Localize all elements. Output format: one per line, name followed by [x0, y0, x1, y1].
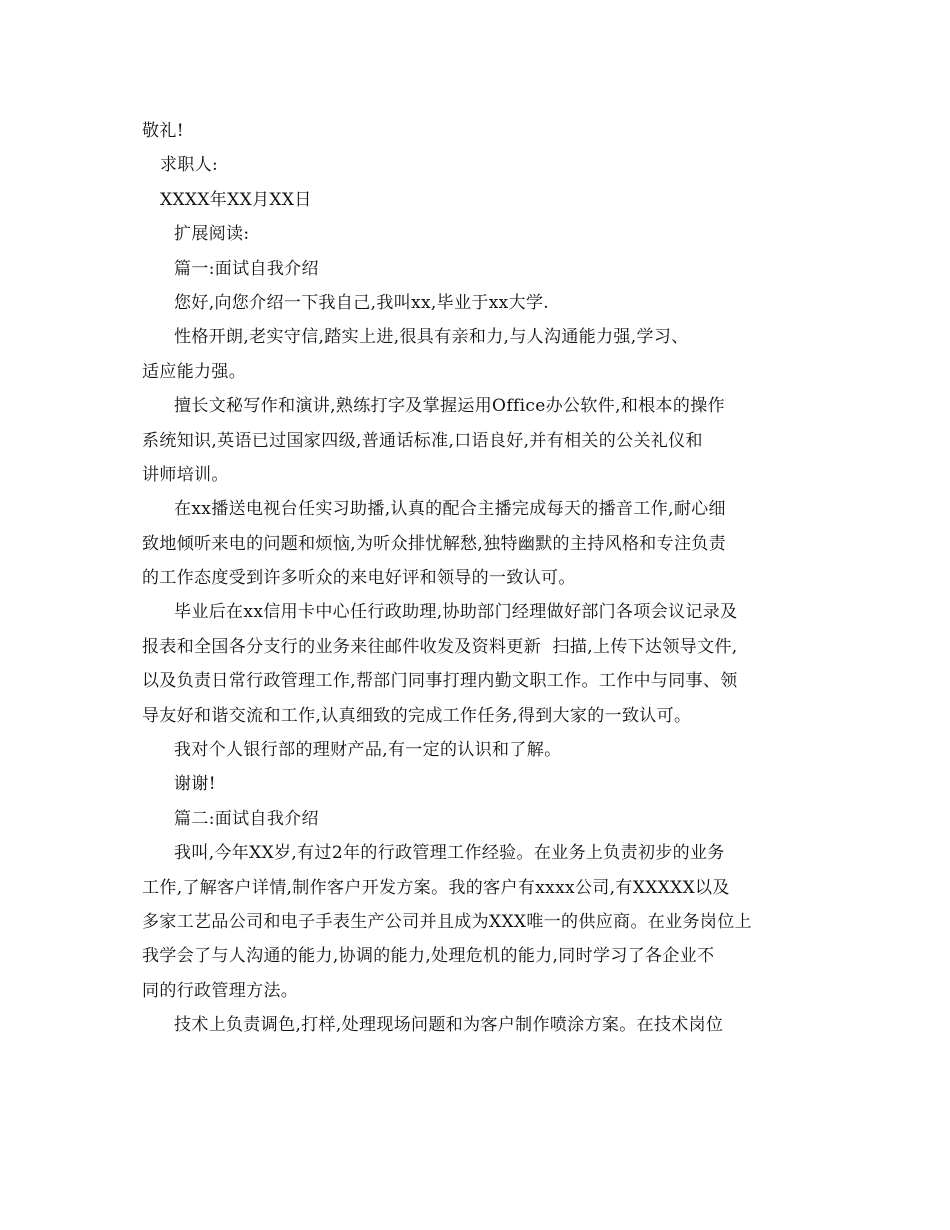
paragraph-line: 致地倾听来电的问题和烦恼,为听众排忧解愁,独特幽默的主持风格和专注负责	[142, 533, 727, 554]
paragraph-line: 的工作态度受到许多听众的来电好评和领导的一致认可。	[142, 568, 576, 589]
paragraph-line: 您好,向您介绍一下我自己,我叫xx,毕业于xx大学.	[174, 292, 550, 313]
extended-reading-heading: 扩展阅读:	[174, 224, 250, 245]
paragraph-line: 毕业后在xx信用卡中心任行政助理,协助部门经理做好部门各项会议记录及	[174, 602, 738, 623]
paragraph-line: 多家工艺品公司和电子手表生产公司并且成为XXX唯一的供应商。在业务岗位上	[142, 911, 752, 932]
paragraph-line: 我叫,今年XX岁,有过2年的行政管理工作经验。在业务上负责初步的业务	[174, 843, 725, 864]
paragraph-line: 适应能力强。	[142, 361, 247, 382]
article2-title: 篇二:面试自我介绍	[174, 808, 319, 829]
paragraph-line: 导友好和谐交流和工作,认真细致的完成工作任务,得到大家的一致认可。	[142, 705, 692, 726]
closing-applicant: 求职人:	[160, 155, 219, 176]
paragraph-line: 谢谢!	[174, 774, 216, 795]
paragraph-line: 同的行政管理方法。	[142, 980, 299, 1001]
paragraph-line: 在xx播送电视台任实习助播,认真的配合主播完成每天的播音工作,耐心细	[174, 499, 726, 520]
paragraph-line: 我对个人银行部的理财产品,有一定的认识和了解。	[174, 740, 562, 761]
paragraph-line: 我学会了与人沟通的能力,协调的能力,处理危机的能力,同时学习了各企业不	[142, 946, 715, 967]
paragraph-line: 系统知识,英语已过国家四级,普通话标准,口语良好,并有相关的公关礼仪和	[142, 430, 703, 451]
article1-title: 篇一:面试自我介绍	[174, 258, 319, 279]
paragraph-line: 擅长文秘写作和演讲,熟练打字及掌握运用Office办公软件,和根本的操作	[174, 396, 725, 417]
paragraph-line: 以及负责日常行政管理工作,帮部门同事打理内勤文职工作。工作中与同事、领	[142, 671, 738, 692]
paragraph-line: 技术上负责调色,打样,处理现场问题和为客户制作喷涂方案。在技术岗位	[174, 1015, 724, 1036]
paragraph-line: 讲师培训。	[142, 464, 229, 485]
paragraph-line: 工作,了解客户详情,制作客户开发方案。我的客户有xxxx公司,有XXXXX以及	[142, 877, 730, 898]
closing-date: XXXX年XX月XX日	[160, 189, 312, 210]
closing-salutation: 敬礼!	[142, 121, 184, 141]
document-body	[142, 114, 802, 1043]
paragraph-line: 性格开朗,老实守信,踏实上进,很具有亲和力,与人沟通能力强,学习、	[174, 327, 689, 348]
paragraph-line: 报表和全国各分支行的业务来往邮件收发及资料更新 扫描,上传下达领导文件,	[142, 636, 738, 657]
